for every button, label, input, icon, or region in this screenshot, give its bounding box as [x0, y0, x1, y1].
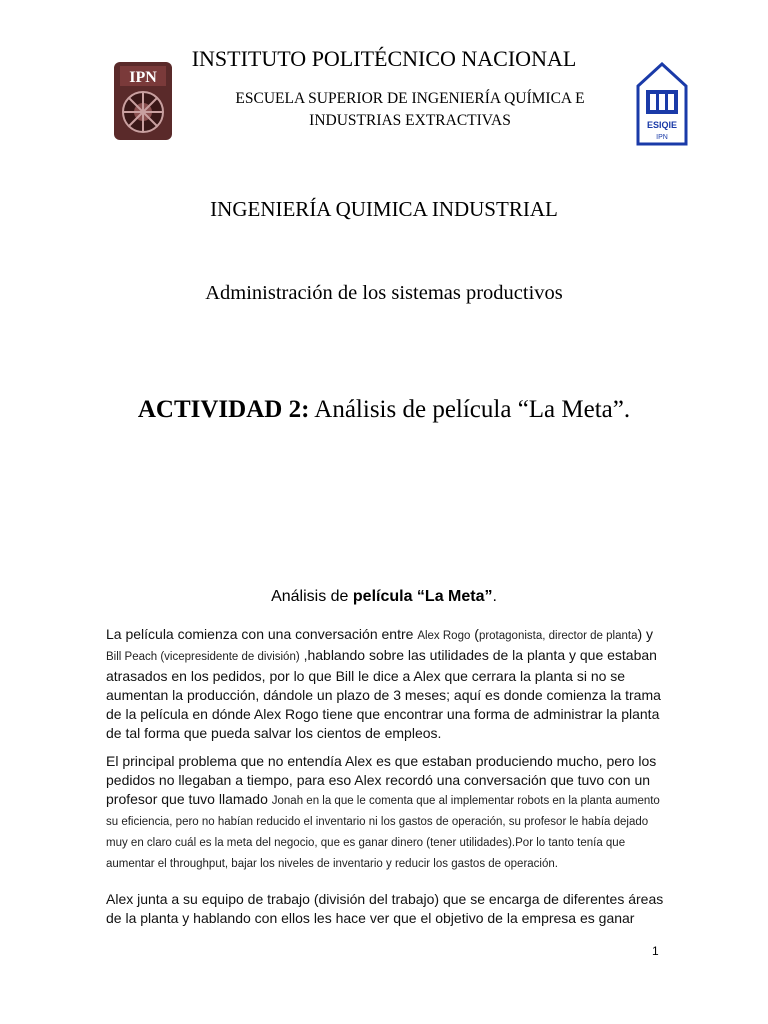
esiqie-logo-text: ESIQIE: [646, 120, 678, 130]
p2-text-a: El principal problema que no entendía Alex es que estaban produciendo mucho, pero los pedidos no llegaban a tiempo, para eso Alex recordó una conversación que tuvo con un profesor que tuvo llamado: [106, 753, 657, 807]
p1-text-g: ,hablando sobre las utilidades de la planta y que estaban atrasados en los pedidos, por lo que Bill le dice a Alex que cerrara la planta si no se aumentan la producción, dándole un plazo de 3 meses; aquí es donde comienza la trama de la película en dónde Alex Rogo tiene que encontrar una forma de administrar la planta de tal forma que pueda salvar los cientos de empleos.: [106, 647, 661, 741]
section-title-prefix: Análisis de: [271, 588, 353, 605]
subject-title: Administración de los sistemas productivos: [205, 282, 563, 304]
institution-title: INSTITUTO POLITÉCNICO NACIONAL: [191, 46, 577, 71]
section-title: [0, 588, 768, 606]
p1-text-e: ) y: [637, 626, 654, 642]
page-number: 1: [652, 944, 659, 958]
p1-text-f: Bill Peach (vicepresidente de división): [106, 651, 300, 663]
esiqie-logo: [636, 62, 688, 146]
esiqie-logo-sub: IPN: [656, 134, 668, 141]
school-name: [190, 88, 630, 132]
p1-text-b: Alex Rogo: [417, 630, 471, 642]
ipn-logo-text: IPN: [129, 69, 157, 86]
school-line-2: INDUSTRIAS EXTRACTIVAS: [309, 112, 511, 129]
paragraph-2: [106, 752, 666, 874]
activity-label: ACTIVIDAD 2:: [137, 396, 310, 423]
activity-title: [0, 396, 768, 424]
ipn-logo: [112, 60, 174, 142]
paragraph-3: Alex junta a su equipo de trabajo (división del trabajo) que se encarga de diferentes áreas de la planta y hablando con ellos les hace ver que el objetivo de la empresa es ganar: [106, 891, 664, 926]
section-title-bold: película “La Meta”: [352, 588, 493, 605]
school-line-1: ESCUELA SUPERIOR DE INGENIERÍA QUÍMICA E: [235, 90, 585, 107]
p2-text-b: Jonah en la que le comenta que al implementar robots en la planta aumento su eficiencia, pero no habían reducido el inventario ni los gastos de operación, su profesor le había dejado muy en claro cuál es la meta del negocio, que es ganar dinero (tener utilidades).Por lo tanto tenía que aumentar el throughput, bajar los niveles de inventario y reducir los gastos de operación.: [106, 795, 660, 870]
p1-text-d: protagonista, director de planta: [478, 630, 638, 642]
p1-text-a: La película comienza con una conversación entre: [106, 626, 418, 642]
p1-text-c: (: [470, 626, 479, 642]
section-title-suffix: .: [492, 588, 497, 605]
activity-name: Análisis de película “La Meta”.: [309, 396, 631, 423]
paragraph-1: [106, 625, 666, 743]
career-title: INGENIERÍA QUIMICA INDUSTRIAL: [210, 197, 558, 221]
